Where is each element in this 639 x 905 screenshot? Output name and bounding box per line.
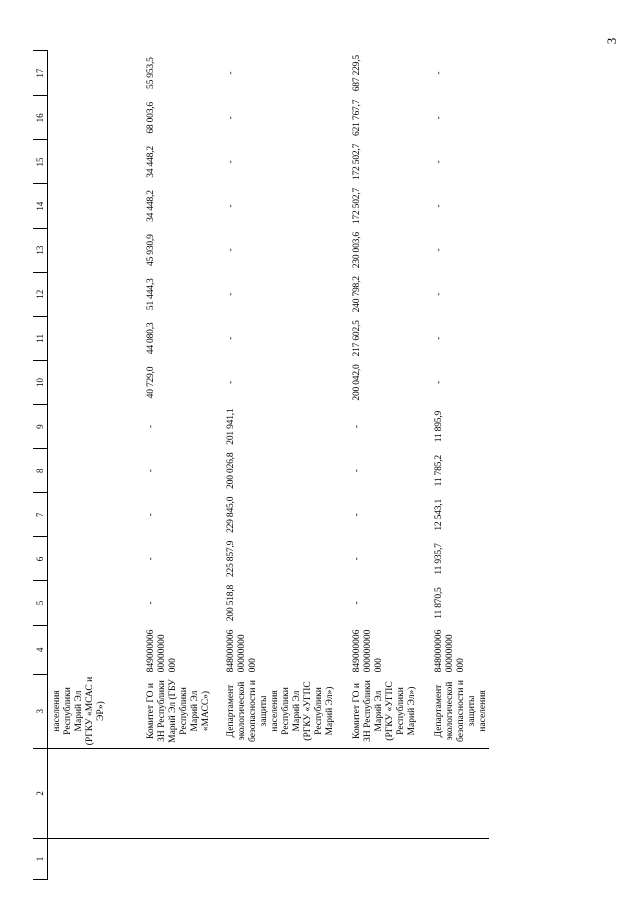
value-cell xyxy=(48,405,143,449)
page-number: 3 xyxy=(604,37,619,45)
col-header: 9 xyxy=(33,405,48,449)
cell-col1 xyxy=(348,838,430,879)
cell-col1 xyxy=(430,838,489,879)
col-header: 12 xyxy=(33,272,48,316)
table-row xyxy=(348,51,430,880)
value-cell: 687 229,5 xyxy=(352,55,362,92)
value-cell: - xyxy=(352,557,362,561)
budget-code: 848000006 00000000 000 xyxy=(226,629,258,673)
value-cell: - xyxy=(434,204,444,208)
value-cell: - xyxy=(352,601,362,605)
cell-col1 xyxy=(222,838,348,879)
table-row xyxy=(48,51,143,880)
value-cell: 68 003,6 xyxy=(146,102,156,134)
value-cell: 240 798,2 xyxy=(352,276,362,313)
value-cell: - xyxy=(434,336,444,340)
value-cell: 229 845,0 xyxy=(226,496,236,533)
cell-col1 xyxy=(142,838,222,879)
value-cell: 200 042,0 xyxy=(352,364,362,401)
value-cell: - xyxy=(146,513,156,517)
value-cell xyxy=(48,316,143,360)
value-cell: - xyxy=(434,160,444,164)
value-cell: - xyxy=(146,425,156,429)
value-cell: - xyxy=(226,292,236,296)
value-cell xyxy=(48,449,143,493)
value-cell: 172 502,7 xyxy=(352,143,362,181)
value-cell: 45 930,9 xyxy=(146,234,156,266)
value-cell: - xyxy=(226,204,236,208)
value-cell xyxy=(48,360,143,404)
value-cell: - xyxy=(434,381,444,384)
value-cell: - xyxy=(434,248,444,252)
value-cell: 11 935,7 xyxy=(434,543,444,575)
value-cell: - xyxy=(434,292,444,296)
col-header: 10 xyxy=(33,360,48,404)
budget-code: 849000006 000000000 000 xyxy=(352,629,384,673)
value-cell: - xyxy=(226,116,236,120)
value-cell: - xyxy=(434,116,444,120)
value-cell xyxy=(48,184,143,228)
value-cell: 12 543,1 xyxy=(434,499,444,531)
col-header: 17 xyxy=(33,51,48,96)
value-cell: 51 444,3 xyxy=(146,278,156,311)
cell-col2 xyxy=(48,748,143,838)
table-row xyxy=(430,51,489,880)
value-cell: 55 953,5 xyxy=(146,57,156,89)
budget-code xyxy=(48,625,143,674)
budget-code: 848000006 00000000 000 xyxy=(434,629,466,673)
col-header: 8 xyxy=(33,449,48,493)
value-cell: - xyxy=(352,425,362,429)
value-cell xyxy=(48,96,143,140)
value-cell: 230 003,6 xyxy=(352,232,362,269)
header-row xyxy=(33,51,48,880)
org-name: населения Республики Марий Эл (РГКУ «МСАС и ЭР») xyxy=(52,676,106,746)
org-name: Комитет ГО и ЗН Республики Марий Эл (РГКУ «УГПС Республики Марий Эл») xyxy=(352,680,417,742)
org-name: Департамент экологической безопасности и защиты населения xyxy=(434,680,488,743)
value-cell: - xyxy=(434,71,444,75)
cell-col2 xyxy=(222,748,348,838)
col-header: 15 xyxy=(33,140,48,184)
col-header: 1 xyxy=(33,838,48,879)
col-header: 16 xyxy=(33,96,48,140)
org-name: Комитет ГО и ЗН Республики Марий Эл (ГБУ Республики Марий Эл «МАСС») xyxy=(146,679,211,743)
value-cell: - xyxy=(352,513,362,517)
value-cell: 172 502,7 xyxy=(352,187,362,225)
value-cell xyxy=(48,51,143,96)
col-header: 6 xyxy=(33,537,48,581)
value-cell xyxy=(48,140,143,184)
value-cell xyxy=(48,272,143,316)
value-cell: - xyxy=(226,160,236,164)
col-header: 2 xyxy=(33,748,48,838)
value-cell: 11 870,5 xyxy=(434,587,444,619)
cell-col1 xyxy=(48,838,143,879)
budget-table xyxy=(33,50,489,880)
value-cell: 11 785,2 xyxy=(434,455,444,487)
value-cell: - xyxy=(226,381,236,384)
table-row xyxy=(222,51,348,880)
value-cell xyxy=(48,228,143,272)
budget-code: 849000006 00000000 000 xyxy=(146,629,178,673)
col-header: 14 xyxy=(33,184,48,228)
value-cell: - xyxy=(226,248,236,252)
value-cell: - xyxy=(226,71,236,75)
rotated-table-sheet xyxy=(33,10,533,880)
value-cell: - xyxy=(352,469,362,473)
value-cell: - xyxy=(146,557,156,561)
col-header: 4 xyxy=(33,625,48,674)
value-cell xyxy=(48,581,143,625)
value-cell xyxy=(48,537,143,581)
col-header: 5 xyxy=(33,581,48,625)
cell-col2 xyxy=(348,748,430,838)
value-cell: 225 857,9 xyxy=(226,540,236,578)
value-cell: 621 767,7 xyxy=(352,99,362,136)
value-cell xyxy=(48,493,143,537)
value-cell: - xyxy=(226,336,236,340)
cell-col2 xyxy=(142,748,222,838)
value-cell: 217 602,5 xyxy=(352,320,362,357)
col-header: 11 xyxy=(33,316,48,360)
cell-col2 xyxy=(430,748,489,838)
value-cell: 201 941,1 xyxy=(226,408,236,445)
value-cell: 44 080,3 xyxy=(146,322,156,355)
value-cell: 11 895,9 xyxy=(434,410,444,443)
table-row xyxy=(142,51,222,880)
col-header: 7 xyxy=(33,493,48,537)
org-name: Департамент экологической безопасности и защиты населения Республики Марий Эл (РГКУ «УГПС Республики Марий Эл») xyxy=(226,680,335,743)
col-header: 13 xyxy=(33,228,48,272)
col-header: 3 xyxy=(33,674,48,748)
value-cell: 200 518,8 xyxy=(226,584,236,622)
value-cell: - xyxy=(146,469,156,473)
value-cell: 34 448,2 xyxy=(146,146,156,178)
value-cell: 34 448,2 xyxy=(146,190,156,222)
value-cell: 40 729,0 xyxy=(146,366,156,399)
value-cell: - xyxy=(146,601,156,605)
value-cell: 200 026,8 xyxy=(226,452,236,489)
